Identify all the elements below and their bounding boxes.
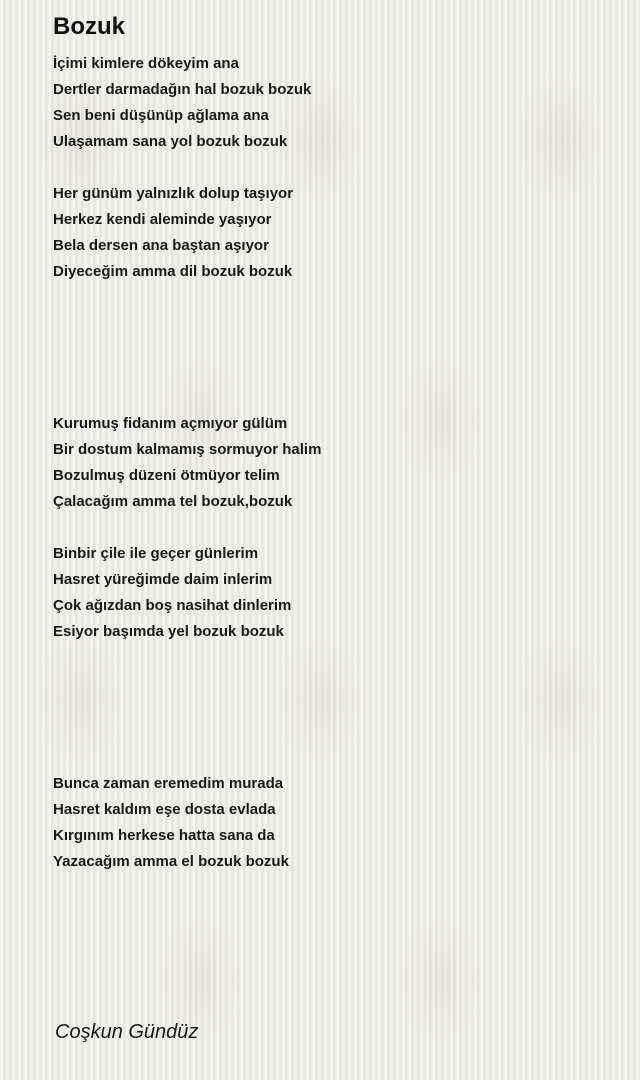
poem-line: Bir dostum kalmamış sormuyor halim (53, 441, 322, 458)
poem-line: Bunca zaman eremedim murada (53, 775, 284, 792)
poem-line: Bozulmuş düzeni ötmüyor telim (53, 467, 280, 484)
poem-line: Sen beni düşünüp ağlama ana (53, 107, 269, 124)
poem-line: Kırgınım herkese hatta sana da (53, 827, 275, 844)
stanza-4 (53, 541, 291, 645)
poem-line: Hasret yüreğimde daim inlerim (53, 571, 273, 588)
poem-line: Yazacağım amma el bozuk bozuk (53, 853, 289, 870)
poem-line: Diyeceğim amma dil bozuk bozuk (53, 263, 293, 280)
poem-line: Çok ağızdan boş nasihat dinlerim (53, 597, 292, 614)
stanza-3 (53, 411, 321, 515)
poem-line: Kurumuş fidanım açmıyor gülüm (53, 415, 288, 432)
stanza-1 (53, 51, 311, 155)
poem-line: Dertler darmadağın hal bozuk bozuk (53, 81, 312, 98)
poem-line: Binbir çile ile geçer günlerim (53, 545, 259, 562)
poem-line: Bela dersen ana baştan aşıyor (53, 237, 269, 254)
poem-line: Esiyor başımda yel bozuk bozuk (53, 623, 284, 640)
poem-line: Çalacağım amma tel bozuk,bozuk (53, 493, 293, 510)
poem-line: İçimi kimlere dökeyim ana (53, 55, 239, 72)
poem-title: Bozuk (53, 13, 125, 40)
stanza-2 (53, 181, 293, 285)
poem-line: Her günüm yalnızlık dolup taşıyor (53, 185, 294, 202)
poem-author: Coşkun Gündüz (55, 1021, 199, 1043)
poem-line: Herkez kendi aleminde yaşıyor (53, 211, 272, 228)
poem-line: Hasret kaldım eşe dosta evlada (53, 801, 276, 818)
stanza-5 (53, 771, 289, 875)
poem-line: Ulaşamam sana yol bozuk bozuk (53, 133, 288, 150)
